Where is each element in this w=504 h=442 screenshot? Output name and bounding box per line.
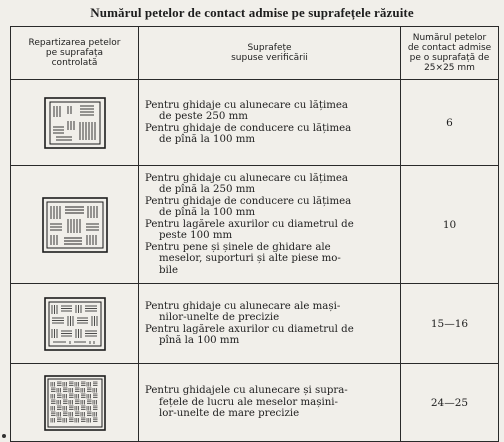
surfaces-cell xyxy=(139,166,401,284)
dense-hatch-pattern-icon xyxy=(44,297,106,351)
table-row xyxy=(11,80,499,166)
surface-text: Pentru pene și șinele de ghidare ale xyxy=(145,241,331,253)
surface-text: Pentru lagărele axurilor cu diametrul de xyxy=(145,323,354,335)
surface-text: peste 100 mm xyxy=(159,230,233,242)
very-dense-hatch-pattern-icon xyxy=(44,375,106,431)
surface-text: Pentru ghidaje de conducere cu lățimea xyxy=(145,122,352,134)
count-cell xyxy=(401,364,499,442)
count-cell xyxy=(401,284,499,364)
surface-text: nilor-unelte de precizie xyxy=(159,312,280,323)
contact-count: 15—16 xyxy=(430,317,469,330)
surface-text: fețele de lucru ale meselor mașini- xyxy=(159,396,338,408)
surfaces-cell xyxy=(139,284,401,364)
surface-text: Pentru ghidaje cu alunecare cu lățimea xyxy=(145,172,348,184)
surface-text: bile xyxy=(159,264,179,276)
pattern-cell xyxy=(11,166,139,284)
pattern-cell xyxy=(11,364,139,442)
count-cell xyxy=(401,80,499,166)
surfaces-cell xyxy=(139,364,401,442)
pattern-cell xyxy=(11,80,139,166)
margin-dot xyxy=(2,434,6,438)
contact-count: 6 xyxy=(446,116,453,129)
table-header-row xyxy=(11,27,499,80)
sparse-hatch-pattern-icon xyxy=(44,97,106,149)
header-line: pe o suprafață de xyxy=(409,53,490,63)
page-title: Numărul petelor de contact admise pe suprafețele răzuite xyxy=(90,5,414,20)
contact-count: 10 xyxy=(442,218,457,231)
surface-text: de pînă la 250 mm xyxy=(159,184,256,196)
surface-text: de pînă la 100 mm xyxy=(159,134,256,145)
contact-count: 24—25 xyxy=(430,396,469,409)
surface-text: de pînă la 100 mm xyxy=(159,207,256,219)
surfaces-cell xyxy=(139,80,401,166)
header-line: 25×25 mm xyxy=(424,63,475,73)
header-distribution xyxy=(11,27,139,80)
header-line: Suprafețe xyxy=(247,43,292,53)
surface-text: Pentru lagărele axurilor cu diametrul de xyxy=(145,218,354,230)
header-surfaces xyxy=(139,27,401,80)
medium-hatch-pattern-icon xyxy=(42,197,108,253)
surface-text: Pentru ghidaje cu alunecare cu lățimea xyxy=(145,99,348,111)
table-row xyxy=(11,166,499,284)
header-line: pe suprafața xyxy=(45,48,104,58)
surface-text: meselor, suporturi și alte piese mo- xyxy=(159,253,341,265)
header-count xyxy=(401,27,499,80)
surface-text: pînă la 100 mm xyxy=(159,335,240,346)
surface-text: lor-unelte de mare precizie xyxy=(159,408,300,420)
header-line: controlată xyxy=(51,58,98,68)
surface-text: de peste 250 mm xyxy=(159,111,248,122)
pattern-cell xyxy=(11,284,139,364)
count-cell xyxy=(401,166,499,284)
header-line: Numărul petelor xyxy=(412,33,487,43)
header-line: Repartizarea petelor xyxy=(28,38,121,48)
table-row xyxy=(11,284,499,364)
surface-text: Pentru ghidajele cu alunecare și supra- xyxy=(145,385,348,397)
table-row xyxy=(11,364,499,442)
contact-spots-table xyxy=(10,26,499,442)
header-line: supuse verificării xyxy=(231,53,308,63)
surface-text: Pentru ghidaje de conducere cu lățimea xyxy=(145,195,352,207)
header-line: de contact admise xyxy=(407,43,492,53)
surface-text: Pentru ghidaje cu alunecare ale mași- xyxy=(145,300,341,312)
